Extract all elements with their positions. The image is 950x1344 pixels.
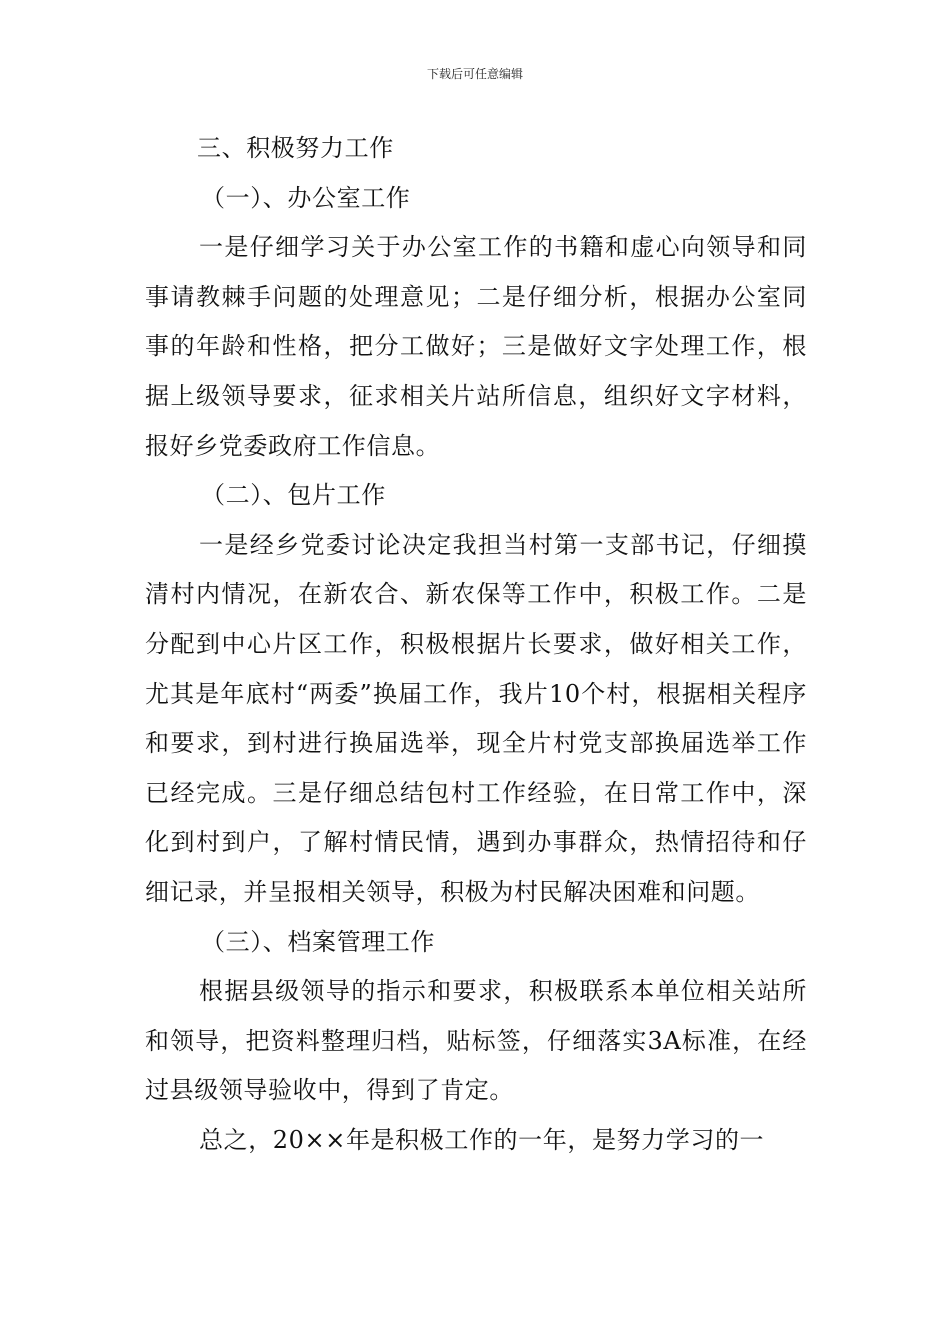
subsection-title-office: （一）、办公室工作 bbox=[201, 183, 411, 212]
paragraph-closing: 总之，20××年是积极工作的一年，是努力学习的一 bbox=[199, 1125, 765, 1154]
paragraph-archive-work: 根据县级领导的指示和要求，积极联系本单位相关站所和领导，把资料整理归档，贴标签，仔细落实3A标准，在经过县级领导验收中，得到了肯定。 bbox=[145, 977, 807, 1105]
document-body bbox=[145, 124, 807, 1165]
section-title: 三、积极努力工作 bbox=[197, 134, 394, 162]
paragraph-office-work: 一是仔细学习关于办公室工作的书籍和虚心向领导和同事请教棘手问题的处理意见；二是仔细分析，根据办公室同事的年龄和性格，把分工做好；三是做好文字处理工作，根据上级领导要求，征求相关片站所信息，组织好文字材料，报好乡党委政府工作信息。 bbox=[145, 233, 807, 460]
header-note: 下载后可任意编辑 bbox=[426, 67, 523, 81]
subsection-title-archive: （三）、档案管理工作 bbox=[201, 927, 435, 956]
subsection-title-area: （二）、包片工作 bbox=[201, 481, 386, 510]
paragraph-area-work: 一是经乡党委讨论决定我担当村第一支部书记，仔细摸清村内情况，在新农合、新农保等工作中，积极工作。二是分配到中心片区工作，积极根据片长要求，做好相关工作，尤其是年底村“两委”换届工作，我片10个村，根据相关程序和要求，到村进行换届选举，现全片村党支部换届选举工作已经完成。三是仔细总结包村工作经验，在日常工作中，深化到村到户，了解村情民情，遇到办事群众，热情招待和仔细记录，并呈报相关领导，积极为村民解决困难和问题。 bbox=[145, 530, 807, 906]
